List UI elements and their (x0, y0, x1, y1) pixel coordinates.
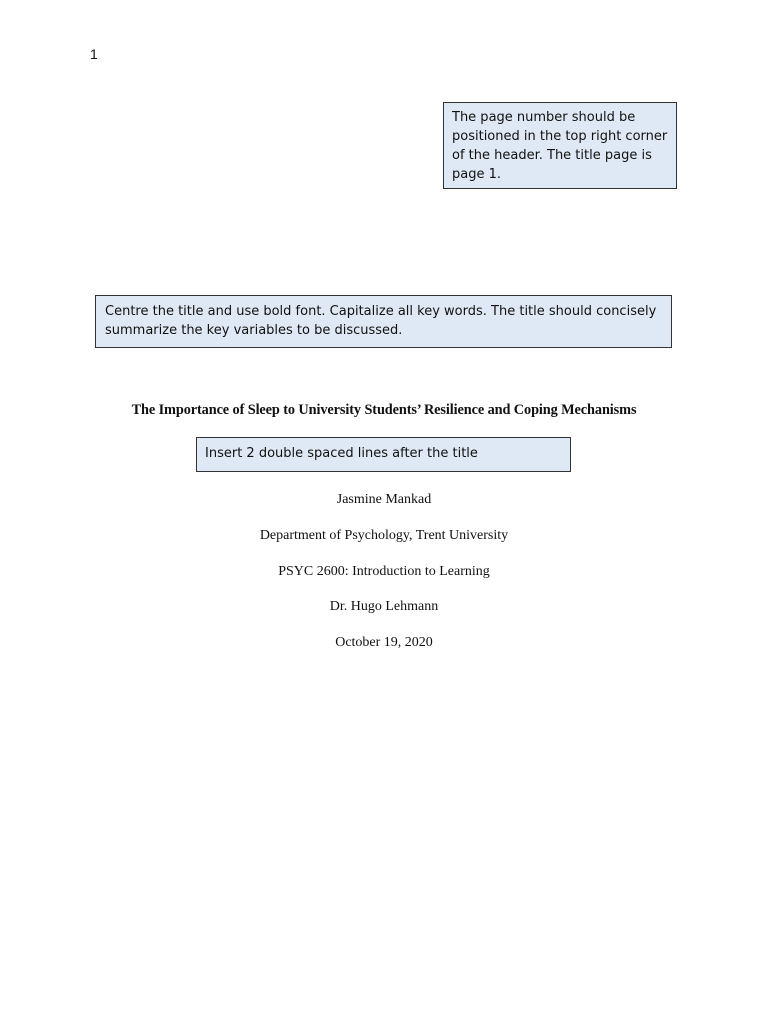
page-number-callout: The page number should be positioned in the top right corner of the header. The title page is page 1. (443, 102, 677, 189)
department-affiliation: Department of Psychology, Trent University (259, 528, 509, 543)
instructor-name: Dr. Hugo Lehmann (329, 599, 439, 614)
course-name: PSYC 2600: Introduction to Learning (278, 564, 490, 579)
spacing-callout: Insert 2 double spaced lines after the title (196, 437, 571, 472)
page-number: 1 (90, 46, 98, 62)
submission-date: October 19, 2020 (335, 635, 433, 650)
title-callout: Centre the title and use bold font. Capitalize all key words. The title should concisely summarize the key variables to be discussed. (95, 295, 672, 348)
author-name: Jasmine Mankad (336, 492, 432, 507)
paper-title: The Importance of Sleep to University Students’ Resilience and Coping Mechanisms (131, 402, 637, 418)
